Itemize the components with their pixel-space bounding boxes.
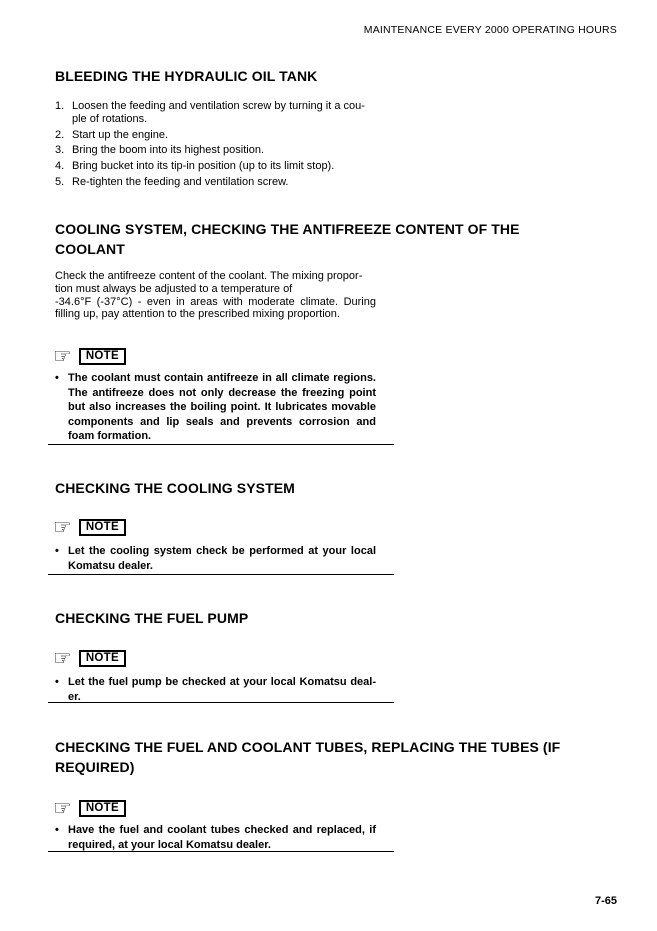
section-title-line: REQUIRED) [55,759,135,775]
section-title-line: CHECKING THE COOLING SYSTEM [55,480,295,496]
note-label: NOTE [79,348,126,365]
section-title-antifreeze [55,219,640,259]
step-number: 2. [55,128,65,141]
list-item [55,176,387,189]
note-label: NOTE [79,519,126,536]
section-title-line: CHECKING THE FUEL AND COOLANT TUBES, REPLACING THE TUBES (IF [55,739,561,755]
section-title-line: CHECKING THE FUEL PUMP [55,610,249,626]
note-text: Let the cooling system check be performed at your local Komatsu dealer. [68,545,376,572]
note-text: Have the fuel and coolant tubes checked and replaced, if required, at your local Komatsu dealer. [68,824,376,851]
section-title-cooling [55,478,640,498]
section-title-bleeding [55,66,640,86]
bullet-marker: • [55,676,59,688]
pointing-hand-icon: ☞ [53,646,72,670]
list-item [55,144,387,157]
list-item [55,160,387,173]
divider [48,574,394,575]
note-label: NOTE [79,800,126,817]
pointing-hand-icon: ☞ [53,344,72,368]
divider [48,444,394,445]
section-title-line: BLEEDING THE HYDRAULIC OIL TANK [55,68,318,84]
divider [48,851,394,852]
step-number: 1. [55,100,65,112]
step-text: Start up the engine. [72,128,169,141]
list-item [55,129,387,142]
note-text: The coolant must contain antifreeze in all climate regions. The antifreeze does not only decrease the freezing point but also increases the boiling point. It lubricates movable components and lip seals and prevents corrosion and foam formation. [68,372,376,442]
step-text: Loosen the feeding and ventilation screw by turning it a cou- ple of rotations. [72,100,365,125]
note-callout-header [53,517,126,537]
step-number: 5. [55,175,65,188]
section-title-line: COOLING SYSTEM, CHECKING THE ANTIFREEZE CONTENT OF THE [55,221,520,237]
note-callout-header [53,798,126,818]
note-bullet-item [55,823,376,852]
note-text: Let the fuel pump be checked at your local Komatsu deal- er. [68,676,376,703]
note-bullet-item [55,544,376,573]
antifreeze-paragraph: Check the antifreeze content of the coolant. The mixing propor- tion must always be adjusted to a temperature of -34.6°F (-37°C) - even in areas with moderate climate. During filling up, pay attention to the prescribed mixing proportion. [55,270,376,321]
step-list [55,100,387,192]
bullet-marker: • [55,824,59,836]
bullet-marker: • [55,372,59,384]
pointing-hand-icon: ☞ [53,515,72,539]
step-text: Bring the boom into its highest position. [72,144,265,157]
list-item [55,100,387,126]
pointing-hand-icon: ☞ [53,796,72,820]
note-label: NOTE [79,650,126,667]
note-bullet-item [55,371,376,444]
running-header: MAINTENANCE EVERY 2000 OPERATING HOURS [363,24,617,36]
divider [48,702,394,703]
section-title-line: COOLANT [55,241,125,257]
step-text: Re-tighten the feeding and ventilation screw. [72,175,289,188]
bullet-marker: • [55,545,59,557]
step-text: Bring bucket into its tip-in position (up to its limit stop). [72,160,335,173]
page-number: 7-65 [594,895,617,907]
step-number: 3. [55,144,65,157]
note-callout-header [53,648,126,668]
note-callout-header [53,346,126,366]
note-bullet-item [55,675,376,704]
step-number: 4. [55,160,65,173]
section-title-tubes [55,737,640,777]
section-title-fuel-pump [55,608,640,628]
